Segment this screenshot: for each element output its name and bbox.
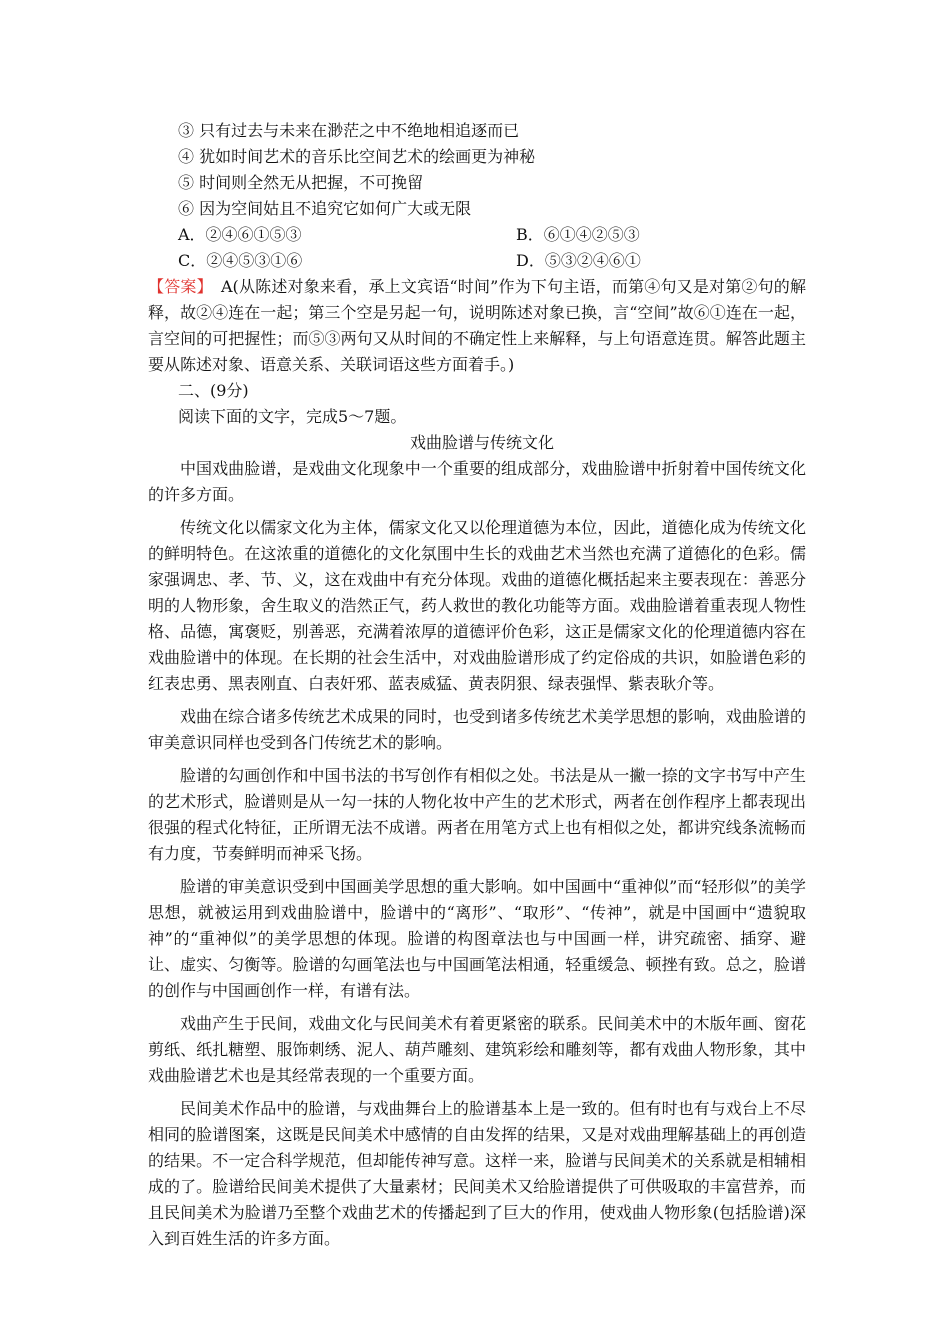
option-c: C．②④⑤③①⑥ [178,251,303,270]
question-item-6: ⑥ 因为空间姑且不追究它如何广大或无限 [178,199,472,218]
question-item-3: ③ 只有过去与未来在渺茫之中不绝地相追逐而已 [178,121,520,140]
answer-options [148,222,806,274]
article-paragraph: 戏曲产生于民间，戏曲文化与民间美术有着更紧密的联系。民间美术中的木版年画、窗花剪纸、纸扎糖塑、服饰刺绣、泥人、葫芦雕刻、建筑彩绘和雕刻等，都有戏曲人物形象，其中戏曲脸谱艺术也是其经常表现的一个重要方面。 [148,1014,806,1085]
article-paragraph: 传统文化以儒家文化为主体，儒家文化又以伦理道德为本位，因此，道德化成为传统文化的鲜明特色。在这浓重的道德化的文化氛围中生长的戏曲艺术当然也充满了道德化的色彩。儒家强调忠、孝、节、义，这在戏曲中有充分体现。戏曲的道德化概括起来主要表现在：善恶分明的人物形象，舍生取义的浩然正气，药人救世的教化功能等方面。戏曲脸谱着重表现人物性格、品德，寓褒贬，别善恶，充满着浓厚的道德评价色彩，这正是儒家文化的伦理道德内容在戏曲脸谱中的体现。在长期的社会生活中，对戏曲脸谱形成了约定俗成的共识，如脸谱色彩的红表忠勇、黑表刚直、白表奸邪、蓝表威猛、黄表阴狠、绿表强悍、紫表耿介等。 [148,518,806,693]
article-paragraph: 戏曲在综合诸多传统艺术成果的同时，也受到诸多传统艺术美学思想的影响，戏曲脸谱的审美意识同样也受到各门传统艺术的影响。 [148,707,806,752]
option-d: D．⑤③②④⑥① [516,251,641,270]
article-paragraph: 脸谱的勾画创作和中国书法的书写创作有相似之处。书法是从一撇一捺的文字书写中产生的艺术形式，脸谱则是从一勾一抹的人物化妆中产生的艺术形式，两者在创作程序上都表现出很强的程式化特征，正所谓无法不成谱。两者在用笔方式上也有相似之处，都讲究线条流畅而有力度，节奏鲜明而神采飞扬。 [148,766,806,863]
question-item-5: ⑤ 时间则全然无从把握，不可挽留 [178,173,424,192]
article-paragraph: 脸谱的审美意识受到中国画美学思想的重大影响。如中国画中“重神似”而“轻形似”的美学思想，就被运用到戏曲脸谱中，脸谱中的“离形”、“取形”、“传神”，就是中国画中“遗貌取神”的“重神似”的美学思想的体现。脸谱的构图章法也与中国画一样，讲究疏密、插穿、避让、虚实、匀衡等。脸谱的勾画笔法也与中国画笔法相通，轻重缓急、顿挫有致。总之，脸谱的创作与中国画创作一样，有谱有法。 [148,877,806,1000]
answer-explanation [148,274,806,378]
section-heading: 二、(9分) [178,381,249,400]
question-item-4: ④ 犹如时间艺术的音乐比空间艺术的绘画更为神秘 [178,147,536,166]
article-title: 戏曲脸谱与传统文化 [409,433,554,452]
reading-prompt: 阅读下面的文字，完成5～7题。 [178,407,407,426]
article-paragraph: 中国戏曲脸谱，是戏曲文化现象中一个重要的组成部分，戏曲脸谱中折射着中国传统文化的许多方面。 [148,459,806,504]
answer-text: A(从陈述对象来看，承上文宾语“时间”作为下句主语，而第④句又是对第②句的解释，故②④连在一起；第三个空是另起一句，说明陈述对象已换，言“空间”故⑥①连在一起，言空间的可把握性；而⑤③两句又从时间的不确定性上来解释，与上句语意连贯。解答此题主要从陈述对象、语意关系、关联词语这些方面着手。) [148,277,806,374]
option-b: B．⑥①④②⑤③ [516,225,640,244]
option-a: A．②④⑥①⑤③ [178,225,302,244]
answer-tag: 【答案】 [148,277,205,296]
page-content [148,118,806,1259]
article-paragraph: 民间美术作品中的脸谱，与戏曲舞台上的脸谱基本上是一致的。但有时也有与戏台上不尽相同的脸谱图案，这既是民间美术中感情的自由发挥的结果，又是对戏曲理解基础上的再创造的结果。不一定合科学规范，但却能传神写意。这样一来，脸谱与民间美术的关系就是相辅相成的了。脸谱给民间美术提供了大量素材；民间美术又给脸谱提供了可供吸取的丰富营养，而且民间美术为脸谱乃至整个戏曲艺术的传播起到了巨大的作用，使戏曲人物形象(包括脸谱)深入到百姓生活的许多方面。 [148,1099,806,1248]
